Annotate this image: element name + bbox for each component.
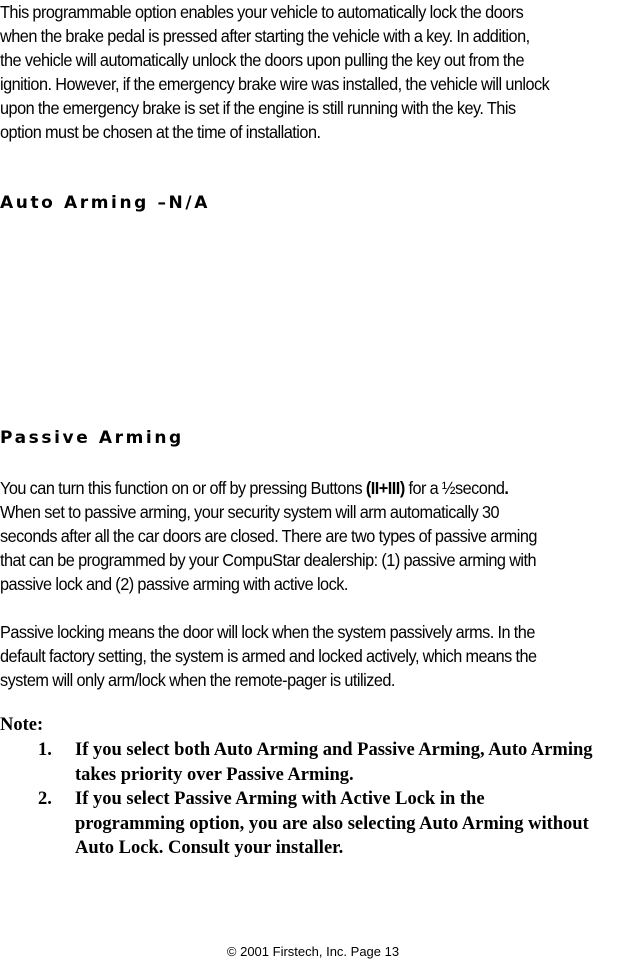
button-combo-text: (II+III) (365, 478, 405, 498)
intro-paragraph (0, 0, 626, 144)
text-line (0, 476, 626, 500)
text-line: option must be chosen at the time of installation. (0, 122, 321, 142)
text-line: that can be programmed by your CompuStar dealership: (1) passive arming with (0, 550, 537, 570)
text-line: when the brake pedal is pressed after starting the vehicle with a key. In addition, (0, 26, 530, 46)
note-list (0, 738, 626, 861)
text-line: seconds after all the car doors are closed. There are two types of passive arming (0, 526, 537, 546)
text-line: When set to passive arming, your security system will arm automatically 30 (0, 502, 500, 522)
section-heading-passive-arming: Passive Arming (0, 428, 184, 448)
text-line: the vehicle will automatically unlock the doors upon pulling the key out from the (0, 50, 524, 70)
note-item-text: If you select both Auto Arming and Passive Arming, Auto Arming takes priority over Passive Arming. (75, 740, 593, 785)
text-line: Passive locking means the door will lock when the system passively arms. In the (0, 622, 535, 642)
note-item (0, 787, 626, 861)
text-span: You can turn this function on or off by pressing Buttons (0, 478, 366, 498)
page-footer: © 2001 Firstech, Inc. Page 13 (226, 944, 400, 959)
text-line: This programmable option enables your vehicle to automatically lock the doors (0, 2, 524, 22)
note-label: Note: (0, 715, 44, 735)
note-item-text: If you select Passive Arming with Active Lock in the programming option, you are also selecting Auto Arming without Auto Lock. Consult your installer. (75, 789, 589, 858)
text-line: default factory setting, the system is armed and locked actively, which means the (0, 646, 537, 666)
passive-arming-paragraph-1 (0, 476, 626, 596)
text-line: upon the emergency brake is set if the engine is still running with the key. This (0, 98, 516, 118)
section-heading-auto-arming: Auto Arming –N/A (0, 193, 210, 213)
text-line: ignition. However, if the emergency brake wire was installed, the vehicle will unlock (0, 74, 550, 94)
note-item-number: 1. (38, 740, 52, 760)
text-span: . (504, 478, 509, 498)
passive-arming-paragraph-2 (0, 620, 626, 692)
text-span: for a ½second (404, 478, 505, 498)
note-item-number: 2. (38, 789, 52, 809)
note-item (0, 738, 626, 787)
text-line: passive lock and (2) passive arming with active lock. (0, 574, 348, 594)
text-line: system will only arm/lock when the remote-pager is utilized. (0, 670, 395, 690)
